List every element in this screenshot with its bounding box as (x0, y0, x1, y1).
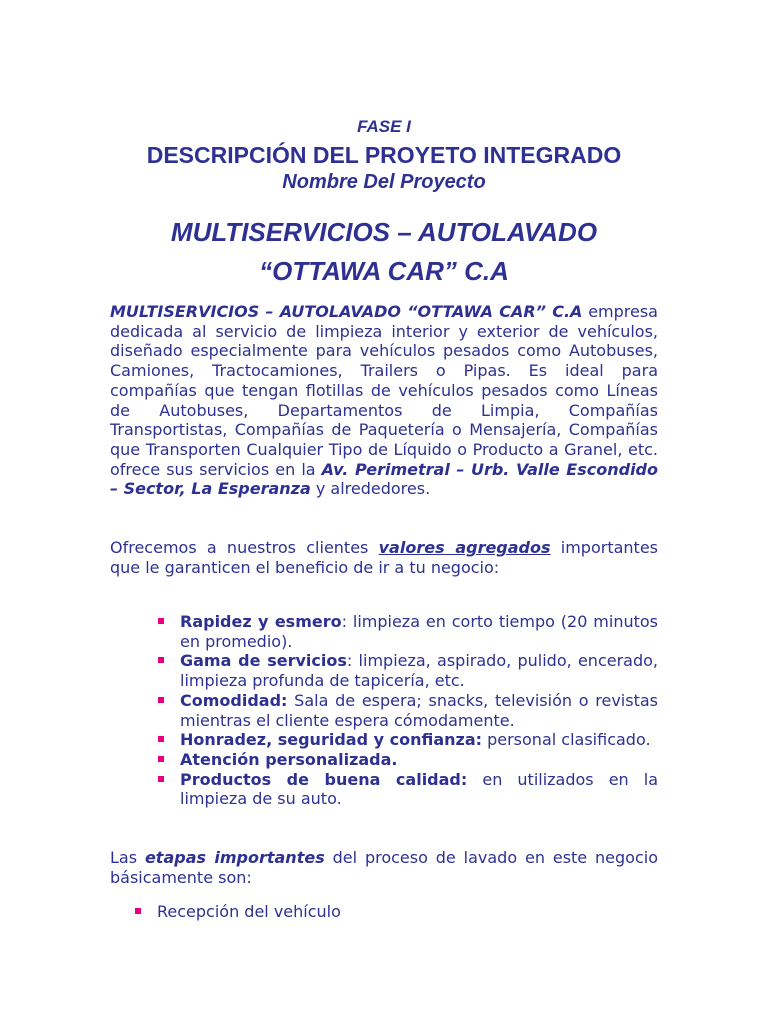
bullet-icon (158, 756, 164, 762)
offer-paragraph (110, 538, 658, 577)
list-item (180, 770, 658, 809)
phase-label: FASE I (357, 117, 411, 136)
intro-paragraph (110, 302, 658, 499)
benefit-title: Productos de buena calidad: (180, 769, 468, 789)
benefits-list (180, 612, 658, 809)
bullet-icon (158, 736, 164, 742)
list-item (157, 902, 341, 922)
benefit-title: Comodidad: (180, 690, 288, 710)
intro-text: empresa dedicada al servicio de limpieza interior y exterior de vehículos, diseñado especialmente para vehículos pesados como Autobuses, Camiones, Tractocamiones, Trailers o Pipas. Es ideal para compañías que tengan flotillas de vehículos pesados como Líneas de Autobuses, Departamentos de Limpia, Compañías Transportistas, Compañías de Paquetería o Mensajería, Compañías que Transporten Cualquier Tipo de Líquido o Producto a Granel, etc. ofrece sus servicios en la (110, 302, 658, 479)
address: Av. Perimetral – Urb. Valle Escondido – Sector, La Esperanza (110, 459, 658, 499)
bullet-icon (158, 776, 164, 782)
benefit-title: Rapidez y esmero (180, 612, 342, 631)
offer-highlight: valores agregados (378, 538, 551, 557)
bullet-icon (135, 908, 141, 914)
company-name: MULTISERVICIOS – AUTOLAVADO “OTTAWA CAR” C.A (110, 302, 583, 321)
list-item (180, 691, 658, 730)
project-title-line1: MULTISERVICIOS – AUTOLAVADO (170, 217, 598, 247)
benefit-text: personal clasificado. (482, 730, 651, 750)
benefit-title: Gama de servicios (180, 651, 347, 671)
stages-text-start: Las (110, 848, 145, 867)
section-title: DESCRIPCIÓN DEL PROYETO INTEGRADO (146, 142, 622, 168)
list-item (180, 612, 658, 651)
offer-text-start: Ofrecemos a nuestros clientes (110, 538, 379, 557)
stages-list (157, 902, 341, 922)
project-title-line2: “OTTAWA CAR” C.A (259, 256, 509, 286)
stages-highlight: etapas importantes (144, 848, 325, 867)
benefit-text: Sala de espera; snacks, televisión o revistas mientras el cliente espera cómodamente. (180, 690, 658, 730)
intro-text-end: y alrededores. (310, 479, 431, 499)
benefit-text: : limpieza, aspirado, pulido, encerado, limpieza profunda de tapicería, etc. (180, 651, 658, 691)
benefit-title: Atención personalizada. (180, 749, 398, 769)
list-item (180, 750, 658, 770)
bullet-icon (158, 618, 164, 624)
offer-text-end: importantes que le garanticen el beneficio de ir a tu negocio: (110, 538, 658, 577)
bullet-icon (158, 697, 164, 703)
stages-paragraph (110, 848, 658, 887)
bullet-icon (158, 657, 164, 663)
benefit-title: Honradez, seguridad y confianza: (180, 730, 483, 750)
project-name-label: Nombre Del Proyecto (282, 171, 486, 193)
stages-text-end: del proceso de lavado en este negocio básicamente son: (110, 848, 658, 887)
benefit-text: en utilizados en la limpieza de su auto. (180, 769, 659, 809)
list-item (180, 730, 658, 750)
benefit-text: : limpieza en corto tiempo (20 minutos en promedio). (180, 612, 658, 651)
stage-label: Recepción del vehículo (157, 902, 341, 921)
list-item (180, 651, 658, 690)
